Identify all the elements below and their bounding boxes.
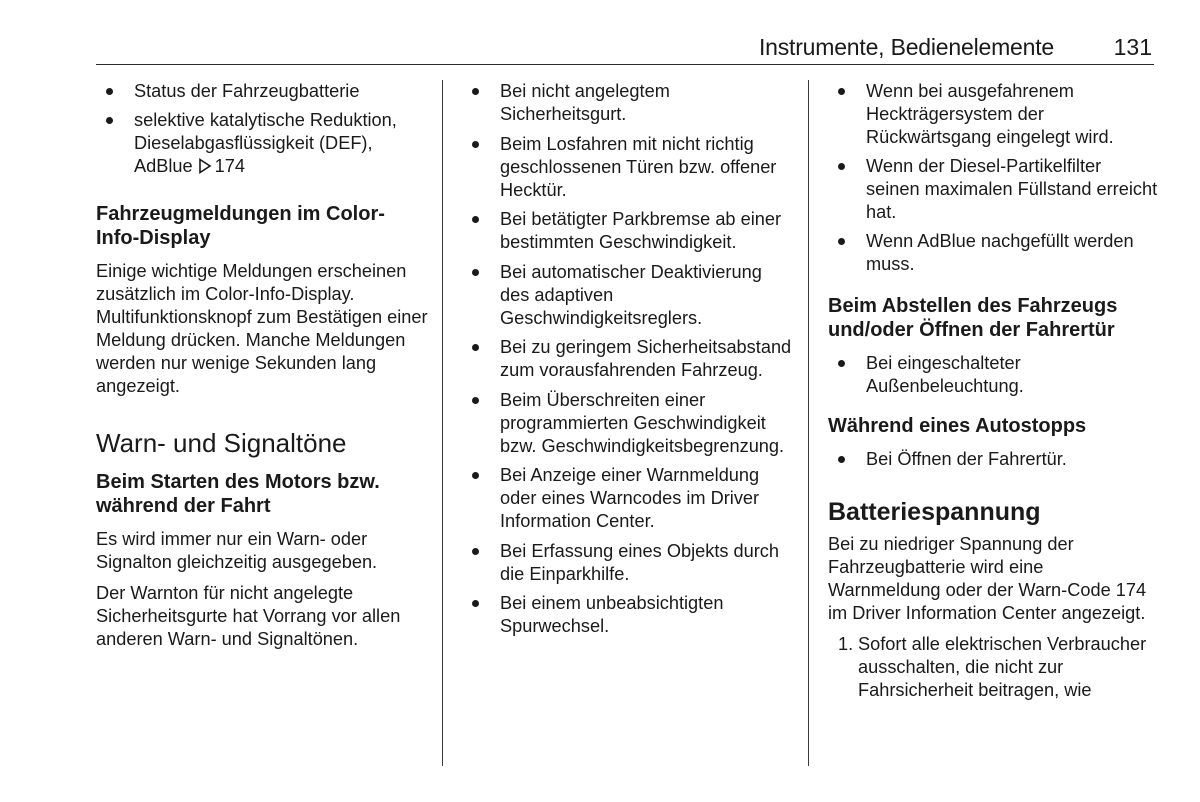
bullet-list <box>828 352 1158 398</box>
list-item: Bei Anzeige einer Warnmeldung oder eines Warncodes im Driver Information Center. <box>462 464 792 533</box>
list-item: Bei eingeschalteter Außenbeleuchtung. <box>828 352 1158 398</box>
subheading: Beim Abstellen des Fahrzeugs und/oder Öffnen der Fahrertür <box>828 295 1118 341</box>
bullet-list <box>828 80 1158 276</box>
list-item: 1. Sofort alle elektrischen Verbraucher ausschalten, die nicht zur Fahrsicherheit beitragen, wie <box>838 634 1147 700</box>
paragraph: Es wird immer nur ein Warn- oder Signalton gleichzeitig ausgegeben. <box>96 529 378 572</box>
list-item: Bei Erfassung eines Objekts durch die Einparkhilfe. <box>462 540 792 586</box>
page-reference[interactable]: 174 <box>214 156 246 176</box>
section-title: Warn- und Signaltöne <box>96 428 347 458</box>
list-item: Wenn der Diesel-Partikelfilter seinen maximalen Füllstand erreicht hat. <box>828 155 1158 224</box>
column-1 <box>96 80 428 659</box>
column-divider <box>808 80 809 766</box>
bullet-list <box>828 448 1158 471</box>
list-item: Status der Fahrzeugbatterie <box>96 80 428 103</box>
numbered-list <box>828 633 1158 702</box>
list-item: Bei zu geringem Sicherheitsabstand zum vorausfahrenden Fahrzeug. <box>462 336 792 382</box>
column-3 <box>828 80 1158 702</box>
list-item: Bei nicht angelegtem Sicherheitsgurt. <box>462 80 792 126</box>
subheading: Während eines Autostopps <box>828 415 1087 437</box>
column-2 <box>462 80 792 645</box>
list-item: Beim Losfahren mit nicht richtig geschlossenen Türen bzw. offener Hecktür. <box>462 133 792 202</box>
bullet-list <box>96 80 428 178</box>
list-item: Bei betätigter Parkbremse ab einer bestimmten Geschwindigkeit. <box>462 208 792 254</box>
list-item: Bei einem unbeabsichtigten Spurwechsel. <box>462 592 792 638</box>
step-number: 1. <box>838 634 854 654</box>
page-number: 131 <box>1113 34 1152 60</box>
paragraph: Einige wichtige Meldungen erscheinen zusätzlich im Color-Info-Display. Multifunktionsknopf zum Bestätigen einer Meldung drücken. Manche Meldungen werden nur wenige Sekunden lang angezeigt. <box>96 261 428 396</box>
list-item: Wenn bei ausgefahrenem Heckträgersystem der Rückwärtsgang eingelegt wird. <box>828 80 1158 149</box>
paragraph: Der Warnton für nicht angelegte Sicherheitsgurte hat Vorrang vor allen anderen Warn- und Signaltönen. <box>96 583 401 649</box>
subheading: Fahrzeugmeldungen im Color-Info-Display <box>96 203 385 249</box>
list-item: selektive katalytische Reduktion, Dieselabgasflüssigkeit (DEF), AdBlue 174 <box>96 109 428 178</box>
section-title: Batteriespannung <box>828 498 1041 526</box>
bullet-list <box>462 80 792 638</box>
list-item: Wenn AdBlue nachgefüllt werden muss. <box>828 230 1158 276</box>
page-reference-icon <box>198 158 212 174</box>
list-item: Beim Überschreiten einer programmierten Geschwindigkeit bzw. Geschwindigkeitsbegrenzung. <box>462 389 792 458</box>
header-title: Instrumente, Bedienelemente <box>758 34 1054 60</box>
list-item: Bei Öffnen der Fahrertür. <box>828 448 1158 471</box>
page-header <box>96 30 1154 65</box>
paragraph: Bei zu niedriger Spannung der Fahrzeugbatterie wird eine Warnmeldung oder der Warn-Code 174 im Driver Information Center angezeigt. <box>828 534 1147 623</box>
list-item: Bei automatischer Deaktivierung des adaptiven Geschwindigkeitsreglers. <box>462 261 792 330</box>
subheading: Beim Starten des Motors bzw. während der Fahrt <box>96 471 380 517</box>
column-divider <box>442 80 443 766</box>
